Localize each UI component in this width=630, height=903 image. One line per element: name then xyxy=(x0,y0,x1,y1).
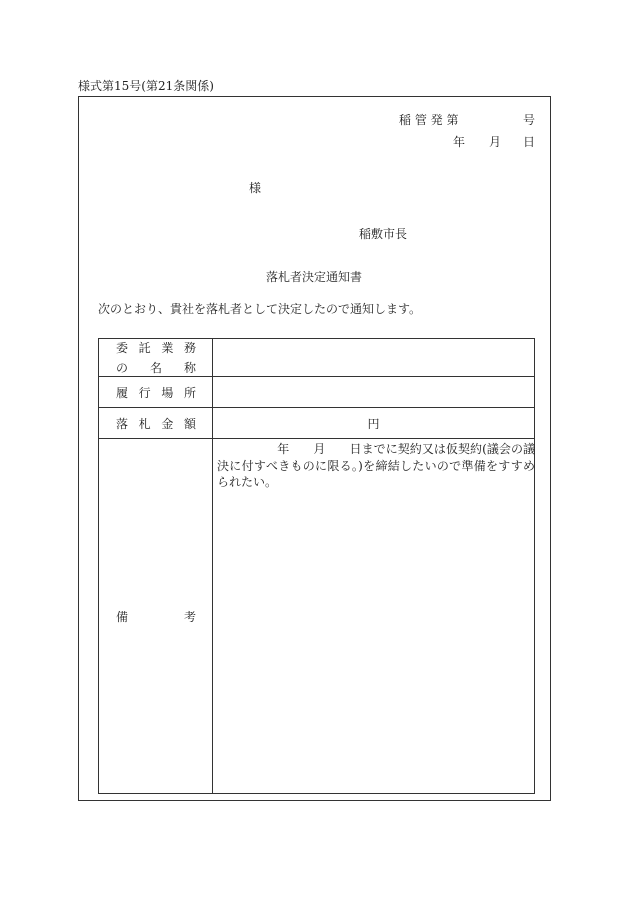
addressee-suffix: 様 xyxy=(249,181,262,195)
label-line2: の 名 称 xyxy=(116,361,196,375)
document-title: 落札者決定通知書 xyxy=(266,270,363,284)
form-number: 様式第15号(第21条関係) xyxy=(78,79,214,93)
remarks-text: 年 月 日までに契約又は仮契約(議会の議決に付すべきものに限る。)を締結したいので準備をすすめられたい。 xyxy=(217,442,535,489)
table-value-cell xyxy=(213,439,535,794)
table-value-cell xyxy=(213,339,535,377)
doc-number-suffix: 号 xyxy=(523,113,536,127)
doc-number-prefix: 稲 管 発 第 xyxy=(399,113,459,127)
label-line1: 委 託 業 務 xyxy=(116,341,196,355)
table-label-cell xyxy=(99,339,213,377)
table-value-cell xyxy=(213,377,535,408)
sender-name: 稲敷市長 xyxy=(359,227,408,241)
table-row xyxy=(99,339,535,377)
table-row xyxy=(99,439,535,794)
table-row xyxy=(99,377,535,408)
table-value-cell xyxy=(213,408,535,439)
date-year: 年 xyxy=(453,135,466,149)
contract-table xyxy=(98,338,535,794)
table-label: 備 考 xyxy=(116,609,196,624)
body-text: 次のとおり、貴社を落札者として決定したので通知します。 xyxy=(98,302,422,316)
table-label: 落 札 金 額 xyxy=(116,416,196,431)
table-label: 履 行 場 所 xyxy=(116,385,196,400)
table-row xyxy=(99,408,535,439)
amount-unit: 円 xyxy=(367,416,380,431)
date-day: 日 xyxy=(523,135,536,149)
table-label-cell xyxy=(99,408,213,439)
table-label-cell xyxy=(99,439,213,794)
date-month: 月 xyxy=(489,135,502,149)
table-label-cell xyxy=(99,377,213,408)
